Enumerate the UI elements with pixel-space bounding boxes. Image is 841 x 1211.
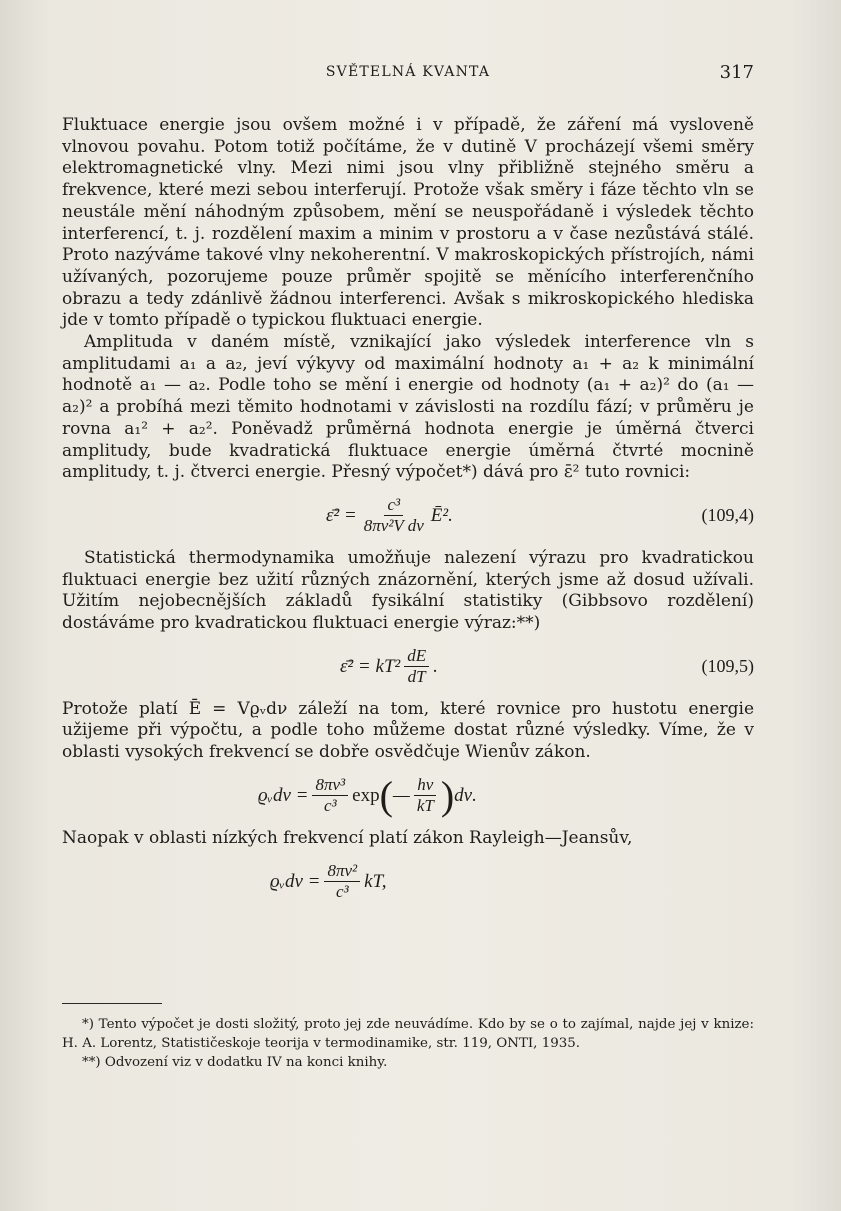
paragraph-2: Amplituda v daném místě, vznikající jako výsledek interference vln s amplitudami a₁ a a₂, jeví výkyvy od maximální hodnoty a₁ + a₂ k minimální hodnotě a₁ — a₂. Podle toho se mění i energie od hodnoty (a₁ + a₂)² do (a₁ — a₂)² a probíhá mezi těmito hodnotami v závislosti na rozdílu fází; v průměru je rovna a₁² + a₂². Poněvadž průměrná hodnota energie je úměrná čtverci amplitudy, bude kvadratická fluktuace energie úměrná čtvrté mocnině amplitudy, t. j. čtverci energie. Přesný výpočet*) dává pro ε̄² tuto rovnici: xyxy=(62,332,754,483)
eq1-denominator: 8πν²V dν xyxy=(363,516,424,536)
footnote-1: *) Tento výpočet je dosti složitý, proto jej zde neuvádíme. Kdo by se o to zajímal, najde jej v knize: H. A. Lorentz, Statističeskoje teorija v termodinamike, str. 119, ONTI, 1935. xyxy=(62,1017,754,1051)
footnotes xyxy=(62,1015,754,1072)
eq1-lhs: ε̄² = xyxy=(326,505,357,527)
eq1-fraction xyxy=(361,495,427,536)
equation-109-4 xyxy=(62,488,754,544)
eq3-lhs: ϱᵥdν = xyxy=(258,785,309,807)
eq3-fraction xyxy=(312,775,348,816)
eq2-lhs: ε̄² = kT² xyxy=(340,655,401,677)
equation-109-5 xyxy=(62,639,754,695)
eq3-close-paren: ) xyxy=(440,772,455,818)
page-body xyxy=(62,115,754,914)
eq3-inner-denominator: kT xyxy=(416,796,434,816)
running-title: SVĚTELNÁ KVANTA xyxy=(325,64,491,80)
eq1-rhs: Ē². xyxy=(430,505,453,527)
paragraph-3: Statistická thermodynamika umožňuje nalezení výrazu pro kvadratickou fluktuaci energie bez užití různých znázornění, kterých jsme až dosud užívali. Užitím nejobecnějších základů fysikální statistiky (Gibbsovo rozdělení) dostáváme pro kvadratickou fluktuaci energie výraz:**) xyxy=(62,547,754,634)
equation-rayleigh-jeans xyxy=(62,854,754,910)
equation-wien xyxy=(62,768,754,824)
page-header xyxy=(62,62,754,84)
eq4-lhs: ϱᵥdν = xyxy=(270,870,321,892)
eq3-exp: exp xyxy=(352,785,380,807)
equation-number-109-5: (109,5) xyxy=(701,655,754,676)
eq3-inner-numerator: hν xyxy=(414,775,436,796)
eq3-numerator: 8πν³ xyxy=(312,775,348,796)
eq2-fraction xyxy=(404,646,429,687)
eq4-rhs: kT, xyxy=(364,870,387,892)
eq1-numerator: c³ xyxy=(384,495,403,516)
page-number: 317 xyxy=(719,62,754,83)
eq3-inner-fraction xyxy=(414,775,437,816)
eq2-denominator: dT xyxy=(407,667,426,687)
eq4-fraction xyxy=(324,861,360,902)
eq4-denominator: c³ xyxy=(335,882,349,902)
paragraph-4: Protože platí Ē = Vϱᵥdν záleží na tom, které rovnice pro hustotu energie užijeme při výpočtu, a podle toho můžeme dostat různé výsledky. Víme, že v oblasti vysokých frekvencí se dobře osvědčuje Wienův zákon. xyxy=(62,698,754,763)
equation-number-109-4: (109,4) xyxy=(701,505,754,526)
eq3-minus: — xyxy=(392,785,410,807)
paragraph-5: Naopak v oblasti nízkých frekvencí platí zákon Rayleigh—Jeansův, xyxy=(62,827,633,848)
eq2-rhs: . xyxy=(433,655,438,677)
eq3-open-paren: ( xyxy=(379,772,393,818)
paragraph-1: Fluktuace energie jsou ovšem možné i v případě, že záření má vysloveně vlnovou povahu. Potom totiž počítáme, že v dutině V procházejí všemi směry elektromagnetické vlny. Mezi nimi jsou vlny přibližně stejného směru a frekvence, které mezi sebou interferují. Protože však směry i fáze těchto vln se neustále mění náhodným způsobem, mění se neuspořádaně i výsledek těchto interferencí, t. j. rozdělení maxim a minim v prostoru a v čase nezůstává stálé. Proto nazýváme takové vlny nekoherentní. V makroskopických přístrojích, námi užívaných, pozorujeme pouze průměr spojitě se měnícího interferenčního obrazu a tedy zdánlivě žádnou interferenci. Avšak s mikroskopického hlediska jde v tomto případě o typickou fluktuaci energie. xyxy=(62,115,754,331)
eq4-numerator: 8πν² xyxy=(324,861,360,882)
footnote-divider xyxy=(62,1003,162,1004)
eq2-numerator: dE xyxy=(404,646,429,667)
footnote-2: **) Odvození viz v dodatku IV na konci knihy. xyxy=(82,1055,388,1070)
eq3-denominator: c³ xyxy=(323,796,337,816)
eq3-rhs: dν. xyxy=(454,785,477,807)
